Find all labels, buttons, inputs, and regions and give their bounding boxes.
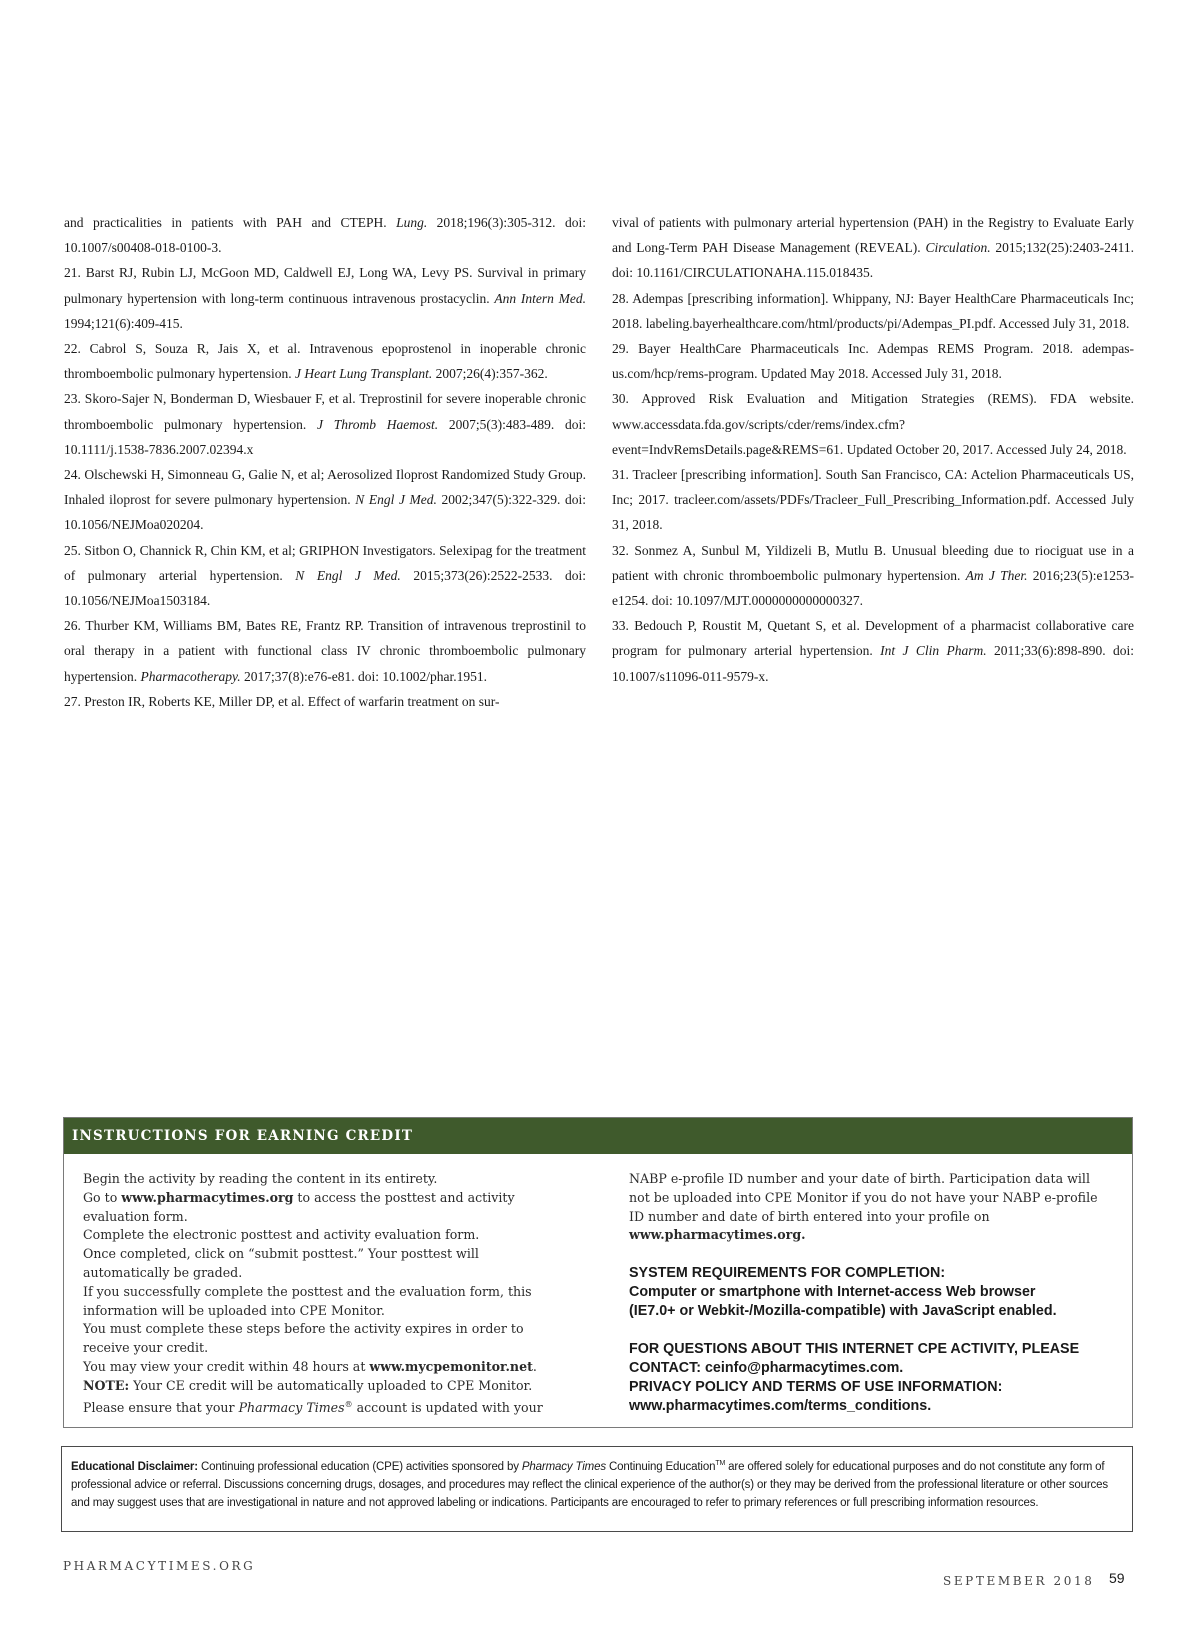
contact-email[interactable]: CONTACT: ceinfo@pharmacytimes.com. [629, 1360, 904, 1377]
instructions-title: INSTRUCTIONS FOR EARNING CREDIT [64, 1118, 1132, 1154]
reference-item: 28. Adempas [prescribing information]. Whippany, NJ: Bayer HealthCare Pharmaceuticals Inc; 2018. labeling.bayerhealthcare.com/html/products/pi/Adempas_PI.pdf. Accessed July 31, 2018. [612, 290, 1134, 331]
instructions-left-column [83, 1170, 558, 1418]
references-section [64, 210, 1134, 714]
footer-site: PHARMACYTIMES.ORG [63, 1559, 256, 1573]
reference-item: 29. Bayer HealthCare Pharmaceuticals Inc. Adempas REMS Program. 2018. adempas-us.com/hcp/rems-program. Updated May 2018. Accessed July 31, 2018. [612, 341, 1134, 382]
references-left-column [64, 210, 586, 714]
reference-item: 24. Olschewski H, Simonneau G, Galie N, et al; Aerosolized Iloprost Randomized Study Group. Inhaled iloprost for severe pulmonary hypertension. N Engl J Med. 2002;347(5):322-329. doi: 10.1056/NEJMoa020204. [64, 467, 587, 533]
reference-item: 26. Thurber KM, Williams BM, Bates RE, Frantz RP. Transition of intravenous treprostinil to oral therapy in a patient with functional class IV chronic thromboembolic pulmonary hypertension. Pharmacotherapy. 2017;37(8):e76-e81. doi: 10.1002/phar.1951. [64, 618, 586, 684]
terms-link[interactable]: www.pharmacytimes.com/terms_conditions. [629, 1398, 932, 1415]
educational-disclaimer: Educational Disclaimer: Continuing professional education (CPE) activities sponsored by Pharmacy Times Continuing Education™ are offered solely for educational purposes and do not constitute any form of professional advice or referral. Discussions concerning drugs, dosages, and procedures may reflect the clinical experience of the author(s) or they may be derived from the professional literature or other sources and may suggest uses that are investigational in nature and not approved labeling or indications. Participants are encouraged to refer to primary references or full prescribing information resources. [61, 1446, 1133, 1532]
system-requirements-line: Computer or smartphone with Internet-access Web browser [629, 1284, 1036, 1301]
instruction-text: NABP e-profile ID number and your date of birth. Participation data will not be uploaded into CPE Monitor if you do not have your NABP e-profile ID number and date of birth entered into your profile on www.pharmacytimes.org. [629, 1171, 1098, 1243]
pharmacytimes-profile-link[interactable]: www.pharmacytimes.org. [629, 1227, 806, 1243]
page-number: 59 [1109, 1570, 1125, 1586]
instruction-step: Go to www.pharmacytimes.org to access the posttest and activity evaluation form. [83, 1189, 515, 1224]
reference-item: 30. Approved Risk Evaluation and Mitigation Strategies (REMS). FDA website. www.accessdata.fda.gov/scripts/cder/rems/index.cfm?event=IndvRemsDetails.page&REMS=61. Updated October 20, 2017. Accessed July 24, 2018. [612, 391, 1134, 457]
reference-item: and practicalities in patients with PAH and CTEPH. Lung. 2018;196(3):305-312. doi: 10.1007/s00408-018-0100-3. [64, 215, 586, 256]
instructions-right-column [629, 1170, 1104, 1418]
reference-item: 21. Barst RJ, Rubin LJ, McGoon MD, Caldwell EJ, Long WA, Levy PS. Survival in primary pulmonary hypertension with long-term continuous intravenous prostacyclin. Ann Intern Med. 1994;121(6):409-415. [64, 265, 586, 331]
reference-item: 32. Sonmez A, Sunbul M, Yildizeli B, Mutlu B. Unusual bleeding due to riociguat use in a patient with chronic thromboembolic pulmonary hypertension. Am J Ther. 2016;23(5):e1253-e1254. doi: 10.1097/MJT.0000000000000327. [612, 542, 1134, 609]
pharmacytimes-link[interactable]: www.pharmacytimes.org [121, 1189, 294, 1205]
instruction-step: Complete the electronic posttest and activity evaluation form. [83, 1227, 480, 1243]
instructions-box [63, 1117, 1133, 1428]
instruction-note: NOTE: Your CE credit will be automatically uploaded to CPE Monitor. Please ensure that your Pharmacy Times® account is updated with your [83, 1377, 543, 1415]
questions-title: FOR QUESTIONS ABOUT THIS INTERNET CPE ACTIVITY, PLEASE [629, 1341, 1080, 1358]
references-right-column [612, 210, 1134, 714]
reference-item: 23. Skoro-Sajer N, Bonderman D, Wiesbauer F, et al. Treprostinil for severe inoperable chronic thromboembolic pulmonary hypertension. J Thromb Haemost. 2007;5(3):483-489. doi: 10.1111/j.1538-7836.2007.02394.x [64, 391, 586, 457]
reference-item: vival of patients with pulmonary arterial hypertension (PAH) in the Registry to Evaluate Early and Long-Term PAH Disease Management (REVEAL). Circulation. 2015;132(25):2403-2411. doi: 10.1161/CIRCULATIONAHA.115.018435. [612, 215, 1134, 281]
footer-issue: SEPTEMBER 2018 [943, 1574, 1095, 1588]
instruction-step: Once completed, click on “submit posttest.” Your posttest will automatically be graded. [83, 1246, 479, 1280]
instruction-step: You may view your credit within 48 hours at www.mycpemonitor.net. [83, 1358, 537, 1374]
instruction-step: If you successfully complete the posttest and the evaluation form, this information will be uploaded into CPE Monitor. [83, 1283, 532, 1318]
privacy-title: PRIVACY POLICY AND TERMS OF USE INFORMATION: [629, 1379, 1003, 1396]
reference-item: 33. Bedouch P, Roustit M, Quetant S, et al. Development of a pharmacist collaborative care program for pulmonary arterial hypertension. Int J Clin Pharm. 2011;33(6):898-890. doi: 10.1007/s11096-011-9579-x. [612, 618, 1134, 684]
reference-item: 25. Sitbon O, Channick R, Chin KM, et al; GRIPHON Investigators. Selexipag for the treatment of pulmonary arterial hypertension. N Engl J Med. 2015;373(26):2522-2533. doi: 10.1056/NEJMoa1503184. [64, 542, 586, 609]
instruction-step: Begin the activity by reading the content in its entirety. [83, 1171, 438, 1186]
reference-item: 22. Cabrol S, Souza R, Jais X, et al. Intravenous epoprostenol in inoperable chronic thromboembolic pulmonary hypertension. J Heart Lung Transplant. 2007;26(4):357-362. [64, 341, 586, 382]
system-requirements-line: (IE7.0+ or Webkit-/Mozilla-compatible) with JavaScript enabled. [629, 1303, 1057, 1320]
reference-item: 31. Tracleer [prescribing information]. South San Francisco, CA: Actelion Pharmaceuticals US, Inc; 2017. tracleer.com/assets/PDFs/Tracleer_Full_Prescribing_Information.pdf. Accessed July 31, 2018. [612, 467, 1134, 533]
mycpemonitor-link[interactable]: www.mycpemonitor.net [369, 1358, 533, 1374]
instruction-step: You must complete these steps before the activity expires in order to receive your credit. [83, 1321, 524, 1356]
system-requirements-title: SYSTEM REQUIREMENTS FOR COMPLETION: [629, 1265, 946, 1282]
reference-item: 27. Preston IR, Roberts KE, Miller DP, et al. Effect of warfarin treatment on sur- [64, 693, 500, 709]
